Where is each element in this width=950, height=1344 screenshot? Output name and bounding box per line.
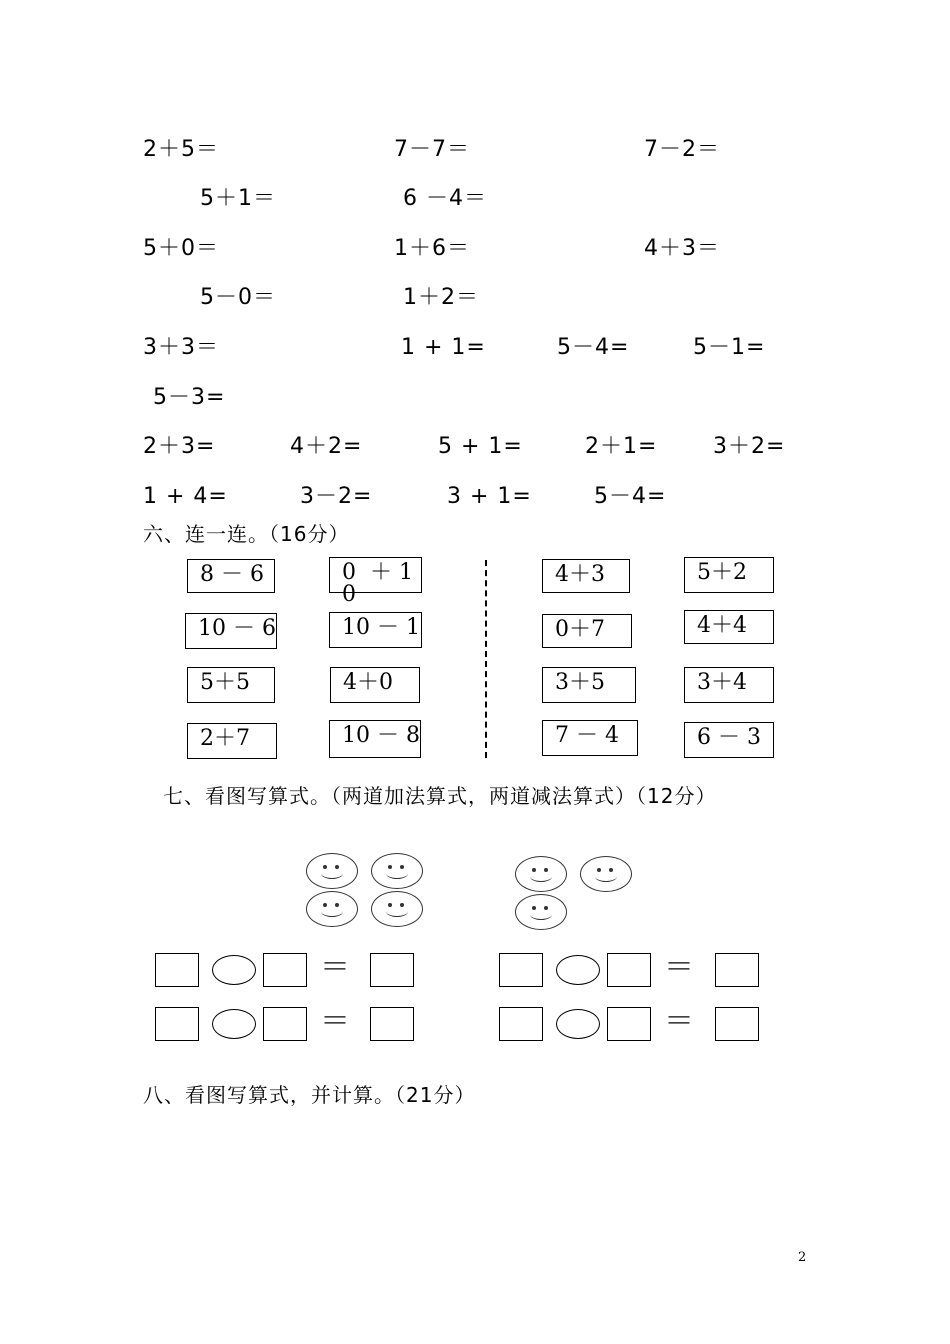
- equation: 5＋1＝: [200, 186, 276, 211]
- match-box[interactable]: 0＋7: [542, 614, 632, 648]
- equation: 5＋0＝: [143, 236, 219, 261]
- smiley-face-icon: [371, 853, 423, 889]
- match-box[interactable]: 4＋3: [542, 559, 630, 593]
- answer-box[interactable]: [263, 1007, 307, 1041]
- answer-box[interactable]: [715, 953, 759, 987]
- match-box[interactable]: 8 － 6: [187, 559, 275, 593]
- page-number: 2: [798, 1250, 807, 1265]
- equation: 1＋2＝: [403, 285, 479, 310]
- match-box[interactable]: 6 － 3: [684, 722, 774, 758]
- answer-box[interactable]: [499, 1007, 543, 1041]
- equation: 3－2=: [300, 484, 373, 509]
- equation: 5－4=: [557, 335, 630, 360]
- match-box[interactable]: 10 － 6: [185, 613, 277, 649]
- equation: 7－2＝: [644, 137, 720, 162]
- equation: 1＋6＝: [394, 236, 470, 261]
- smiley-face-icon: [580, 856, 632, 892]
- equation: 5－4=: [594, 484, 667, 509]
- equation: 3 + 1=: [447, 484, 532, 509]
- answer-box[interactable]: [370, 1007, 414, 1041]
- answer-box[interactable]: [155, 953, 199, 987]
- match-box[interactable]: 5＋5: [187, 667, 275, 703]
- smiley-face-icon: [306, 853, 358, 889]
- equals-sign: ＝: [664, 950, 694, 985]
- section-6-title: 六、连一连。（16分）: [143, 522, 350, 546]
- equals-sign: ＝: [320, 950, 350, 985]
- smiley-face-icon: [515, 856, 567, 892]
- smiley-face-icon: [371, 891, 423, 927]
- equation: 5 + 1=: [438, 434, 523, 459]
- match-box[interactable]: 4＋0: [330, 667, 420, 703]
- match-box[interactable]: 7 － 4: [542, 720, 638, 756]
- equation: 1 + 4=: [143, 484, 228, 509]
- match-box[interactable]: 4＋4: [684, 610, 774, 644]
- match-box[interactable]: 3＋4: [684, 667, 774, 703]
- equation: 3＋3＝: [143, 335, 219, 360]
- equals-sign: ＝: [664, 1004, 694, 1039]
- smiley-face-icon: [306, 891, 358, 927]
- answer-box[interactable]: [607, 953, 651, 987]
- smiley-face-icon: [515, 894, 567, 930]
- equation: 5－1=: [693, 335, 766, 360]
- equation: 2＋1=: [585, 434, 658, 459]
- match-box[interactable]: 5＋2: [684, 557, 774, 593]
- divider-dashed-line: [485, 560, 487, 758]
- equation: 4＋2=: [290, 434, 363, 459]
- answer-box[interactable]: [263, 953, 307, 987]
- match-box[interactable]: 0 ＋ 10: [329, 557, 422, 593]
- equation: 1 + 1=: [401, 335, 486, 360]
- section-8-title: 八、看图写算式，并计算。（21分）: [143, 1083, 476, 1107]
- answer-box[interactable]: [155, 1007, 199, 1041]
- operator-circle[interactable]: [556, 955, 600, 985]
- equation: 5－0＝: [200, 285, 276, 310]
- operator-circle[interactable]: [212, 955, 256, 985]
- answer-box[interactable]: [715, 1007, 759, 1041]
- operator-circle[interactable]: [212, 1009, 256, 1039]
- match-box[interactable]: 3＋5: [542, 667, 636, 703]
- match-box[interactable]: 10 － 1: [329, 612, 422, 648]
- match-box[interactable]: 10 － 8: [329, 720, 421, 758]
- match-box[interactable]: 2＋7: [187, 723, 277, 759]
- equation: 5－3=: [153, 385, 226, 410]
- equation: 2＋3=: [143, 434, 216, 459]
- answer-box[interactable]: [607, 1007, 651, 1041]
- section-7-title: 七、看图写算式。（两道加法算式，两道减法算式）（12分）: [163, 784, 717, 808]
- answer-box[interactable]: [370, 953, 414, 987]
- equation: 4＋3＝: [644, 236, 720, 261]
- equation: 6 －4＝: [403, 186, 487, 211]
- equation: 3＋2=: [713, 434, 786, 459]
- equation: 7－7＝: [394, 137, 470, 162]
- answer-box[interactable]: [499, 953, 543, 987]
- equation: 2＋5＝: [143, 137, 219, 162]
- equals-sign: ＝: [320, 1004, 350, 1039]
- operator-circle[interactable]: [556, 1009, 600, 1039]
